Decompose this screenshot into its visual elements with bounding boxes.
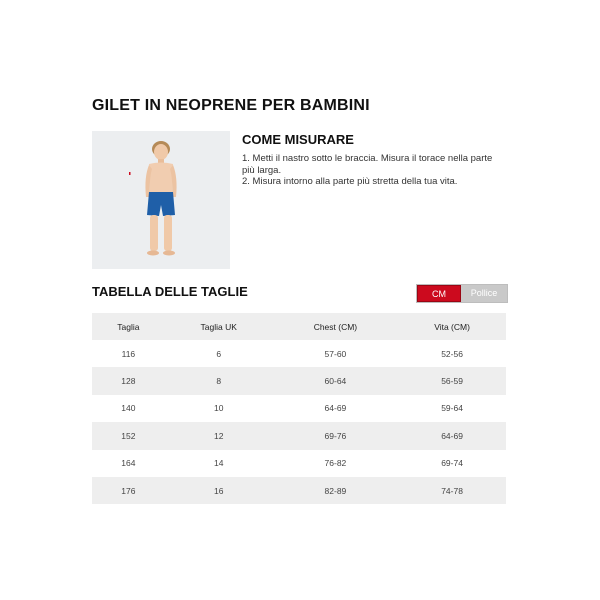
cell-size: 176 xyxy=(92,477,165,504)
table-row xyxy=(92,422,506,449)
cell-chest: 60-64 xyxy=(273,367,398,394)
cell-chest: 64-69 xyxy=(273,395,398,422)
cell-uk-size: 8 xyxy=(165,367,273,394)
table-row xyxy=(92,367,506,394)
cell-uk-size: 16 xyxy=(165,477,273,504)
unit-inch-button[interactable]: Pollice xyxy=(461,285,507,302)
size-table xyxy=(92,313,506,504)
column-header-chest: Chest (CM) xyxy=(273,313,398,340)
table-row xyxy=(92,395,506,422)
cell-size: 152 xyxy=(92,422,165,449)
product-photo xyxy=(92,131,230,269)
cell-waist: 56-59 xyxy=(398,367,506,394)
cell-chest: 57-60 xyxy=(273,340,398,367)
cell-size: 140 xyxy=(92,395,165,422)
table-header-row xyxy=(92,313,506,340)
cell-waist: 52-56 xyxy=(398,340,506,367)
cell-chest: 76-82 xyxy=(273,450,398,477)
unit-cm-button[interactable]: CM xyxy=(417,285,461,302)
unit-toggle xyxy=(416,284,508,303)
cell-uk-size: 12 xyxy=(165,422,273,449)
how-to-measure-instructions xyxy=(242,153,502,188)
cell-waist: 59-64 xyxy=(398,395,506,422)
cell-size: 116 xyxy=(92,340,165,367)
how-to-measure-title: COME MISURARE xyxy=(242,132,354,147)
cell-uk-size: 14 xyxy=(165,450,273,477)
cell-waist: 69-74 xyxy=(398,450,506,477)
cell-size: 164 xyxy=(92,450,165,477)
cell-waist: 64-69 xyxy=(398,422,506,449)
table-row xyxy=(92,477,506,504)
table-row xyxy=(92,340,506,367)
size-chart-title: TABELLA DELLE TAGLIE xyxy=(92,284,248,299)
column-header-size: Taglia xyxy=(92,313,165,340)
column-header-waist: Vita (CM) xyxy=(398,313,506,340)
measure-step-1: 1. Metti il nastro sotto le braccia. Misura il torace nella parte più larga. xyxy=(242,153,493,176)
cell-uk-size: 6 xyxy=(165,340,273,367)
cell-uk-size: 10 xyxy=(165,395,273,422)
measure-step-2: 2. Misura intorno alla parte più stretta della tua vita. xyxy=(242,176,458,187)
table-row xyxy=(92,450,506,477)
cell-size: 128 xyxy=(92,367,165,394)
column-header-uk-size: Taglia UK xyxy=(165,313,273,340)
cell-chest: 69-76 xyxy=(273,422,398,449)
cell-chest: 82-89 xyxy=(273,477,398,504)
page-title: GILET IN NEOPRENE PER BAMBINI xyxy=(92,97,370,114)
cell-waist: 74-78 xyxy=(398,477,506,504)
